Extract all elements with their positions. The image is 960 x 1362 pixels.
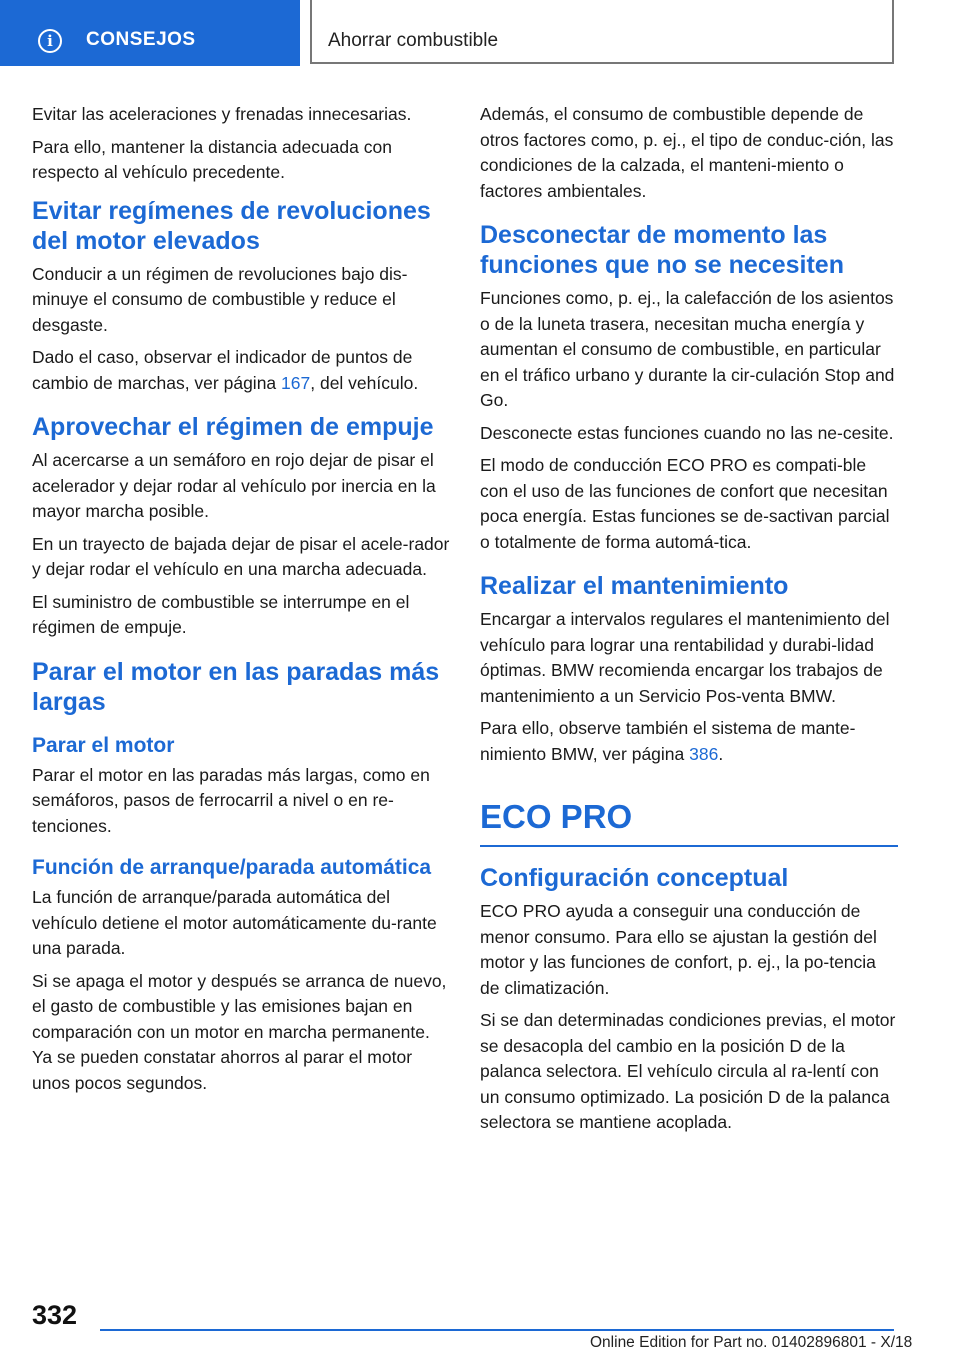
chapter-header	[310, 0, 894, 64]
page-number: 332	[32, 1300, 78, 1330]
info-icon: i	[38, 29, 62, 53]
paragraph: Además, el consumo de combustible depende de otros factores como, p. ej., el tipo de conduc-ción, las condiciones de la calzada, el manteni-miento o factores ambientales.	[480, 104, 894, 201]
edition-note: Online Edition for Part no. 01402896801 - X/18	[590, 1334, 913, 1351]
page-link-386[interactable]: 386	[689, 743, 719, 764]
subsection-heading: Parar el motor	[32, 733, 175, 757]
paragraph: Si se dan determinadas condiciones previas, el motor se desacopla del cambio en la posición D de la palanca selectora. El vehículo circula al ra-lentí con un consumo optimizado. La posición D de la palanca selectora se mantiene acoplada.	[480, 1010, 896, 1132]
paragraph: Encargar a intervalos regulares el mantenimiento del vehículo para lograr una rentabilidad y durabi-lidad óptimas. BMW recomienda encargar los trabajos de mantenimiento a un Servicio Pos-venta BMW.	[480, 609, 890, 706]
page-header	[0, 0, 960, 66]
right-column	[480, 102, 898, 1143]
paragraph-text: Para ello, observe también el sistema de mante-nimiento BMW, ver página	[480, 718, 856, 764]
section-heading: Realizar el mantenimiento	[480, 572, 789, 600]
paragraph: En un trayecto de bajada dejar de pisar el acele-rador y dejar rodar el vehículo en una marcha adecuada.	[32, 533, 450, 579]
paragraph-text: Dado el caso, observar el indicador de puntos de cambio de marchas, ver página	[32, 347, 413, 393]
paragraph: El modo de conducción ECO PRO es compati-ble con el uso de las funciones de confort que necesitan poca energía. Estas funciones se de-sactivan parcial o totalmente de forma automá-tica.	[480, 455, 890, 552]
paragraph: Evitar las aceleraciones y frenadas innecesarias.	[32, 104, 412, 124]
paragraph: Al acercarse a un semáforo en rojo dejar de pisar el acelerador y dejar rodar al vehículo por inercia en la mayor marcha posible.	[32, 450, 436, 521]
paragraph: Si se apaga el motor y después se arranca de nuevo, el gasto de combustible y las emisiones bajan en comparación con un motor en marcha permanente. Ya se pueden constatar ahorros al parar el motor unos pocos segundos.	[32, 970, 447, 1093]
section-heading: Configuración conceptual	[480, 864, 789, 892]
paragraph: La función de arranque/parada automática del vehículo detiene el motor automáticamente du-rante una parada.	[32, 887, 437, 958]
left-column	[32, 102, 450, 1103]
paragraph-text: , del vehículo.	[310, 372, 419, 393]
section-tab[interactable]	[0, 0, 300, 66]
paragraph: Funciones como, p. ej., la calefacción de los asientos o de la luneta trasera, necesitan mucha energía y aumentan el consumo de combustible, en particular en el tráfico urbano y durante la cir-culación Stop and Go.	[480, 288, 895, 410]
section-heading: Aprovechar el régimen de empuje	[32, 413, 434, 441]
paragraph: Para ello, mantener la distancia adecuada con respecto al vehículo precedente.	[32, 136, 392, 182]
section-tab-label: CONSEJOS	[86, 29, 196, 50]
paragraph: Desconecte estas funciones cuando no las ne-cesite.	[480, 422, 894, 443]
paragraph: El suministro de combustible se interrumpe en el régimen de empuje.	[32, 591, 410, 637]
paragraph: Conducir a un régimen de revoluciones bajo dis-minuye el consumo de combustible y reduce el desgaste.	[32, 263, 408, 335]
paragraph	[480, 716, 898, 767]
subsection-heading: Función de arranque/parada automática	[32, 856, 432, 879]
paragraph-text: .	[718, 743, 724, 764]
paragraph: ECO PRO ayuda a conseguir una conducción de menor consumo. Para ello se ajustan la gestión del motor y las funciones de confort, p. ej., la po-tencia de climatización.	[480, 901, 877, 998]
section-heading: Evitar regímenes de revoluciones del motor elevados	[32, 196, 431, 255]
chapter-heading: ECO PRO	[480, 795, 898, 847]
chapter-title: Ahorrar combustible	[328, 30, 499, 51]
paragraph	[32, 345, 450, 396]
paragraph: Parar el motor en las paradas más largas, como en semáforos, pasos de ferrocarril a nivel o en re-tenciones.	[32, 764, 430, 836]
footer-divider	[100, 1329, 894, 1331]
section-heading: Desconectar de momento las funciones que no se necesiten	[480, 221, 844, 279]
page-link-167[interactable]: 167	[281, 372, 311, 393]
section-heading: Parar el motor en las paradas más largas	[32, 657, 440, 716]
